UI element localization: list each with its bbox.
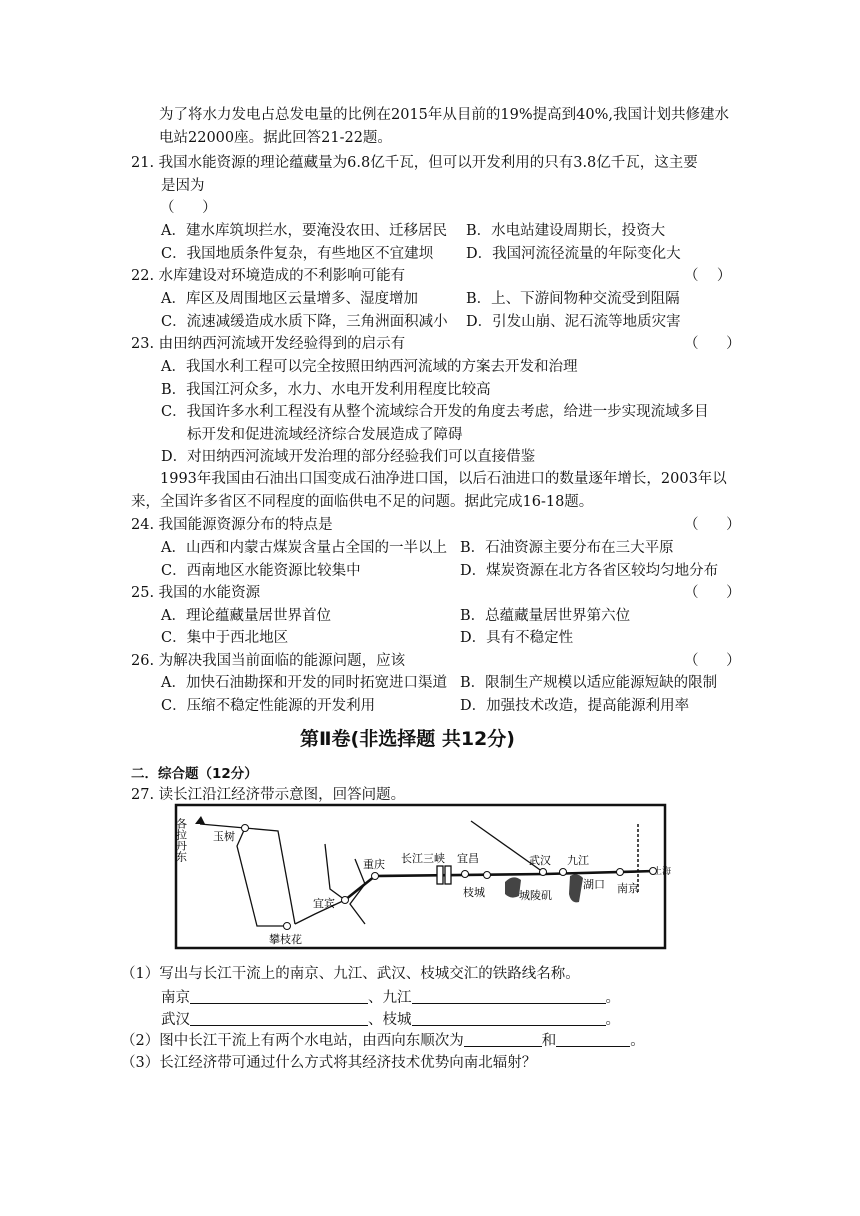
answer-blank-zhicheng[interactable]	[412, 1011, 606, 1026]
label-jiujiang: 、九江	[368, 990, 412, 1006]
map-label-gela: 各拉丹东	[174, 818, 188, 862]
map-label-chenglingji: 城陵矶	[519, 889, 552, 902]
label-zhicheng: 、枝城	[368, 1012, 412, 1028]
q26-stem: 26. 为解决我国当前面临的能源问题，应该	[131, 653, 406, 669]
q24-option-a: A．山西和内蒙古煤炭含量占全国的一半以上	[161, 540, 447, 556]
q23-option-b: B．我国江河众多，水力、水电开发利用程度比较高	[161, 382, 491, 398]
q26-option-b: B．限制生产规模以适应能源短缺的限制	[460, 675, 718, 691]
q22-option-c: C．流速减缓造成水质下降，三角洲面积减小	[161, 314, 448, 330]
answer-blank-station-1[interactable]	[464, 1032, 542, 1047]
q24-option-c: C．西南地区水能资源比较集中	[161, 563, 361, 579]
q24-option-d: D．煤炭资源在北方各省区较均匀地分布	[460, 563, 719, 579]
q21-stem-line1: 21. 我国水能资源的理论蕴藏量为6.8亿千瓦，但可以开发利用的只有3.8亿千瓦，这主要	[131, 155, 698, 171]
q25-option-b: B．总蕴藏量居世界第六位	[460, 608, 631, 624]
map-label-nanjing: 南京	[617, 882, 639, 895]
q21-option-d: D．我国河流径流量的年际变化大	[466, 246, 681, 262]
q23-option-a: A．我国水利工程可以完全按照田纳西河流域的方案去开发和治理	[161, 359, 578, 375]
q23-stem: 23. 由田纳西河流域开发经验得到的启示有	[131, 336, 406, 352]
q21-answer-bracket: （ ）	[160, 200, 217, 216]
q22-answer-bracket: （ ）	[684, 268, 732, 284]
intro-text-2: 1993年我国由石油出口国变成石油净进口国，以后石油进口的数量逐年增长，2003年以来，全国许多省区不同程度的面临供电不足的问题。据此完成16-18题。	[131, 471, 727, 510]
answer-blank-station-2[interactable]	[556, 1032, 630, 1047]
answer-blank-nanjing[interactable]	[190, 989, 368, 1004]
sub2-prefix: （2）图中长江干流上有两个水电站，由西向东顺次为	[121, 1033, 464, 1049]
q23-option-d: D．对田纳西河流域开发治理的部分经验我们可以直接借鉴	[161, 449, 536, 465]
q22-option-b: B．上、下游间物种交流受到阻隔	[466, 291, 680, 307]
yangtze-economic-belt-map	[174, 804, 672, 950]
intro-paragraph-2	[131, 468, 731, 514]
answer-blank-jiujiang[interactable]	[412, 989, 606, 1004]
q24-option-b: B．石油资源主要分布在三大平原	[460, 540, 674, 556]
period: 。	[605, 1012, 620, 1028]
map-label-sanxia: 长江三峡	[401, 852, 445, 865]
q27-sub1: （1）写出与长江干流上的南京、九江、武汉、枝城交汇的铁路线名称。	[121, 966, 580, 982]
q21-option-a: A．建水库筑坝拦水，要淹没农田、迁移居民	[161, 223, 447, 239]
intro-paragraph-1	[159, 104, 731, 150]
map-label-yichang: 宜昌	[457, 852, 479, 865]
q22-option-d: D．引发山崩、泥石流等地质灾害	[466, 314, 681, 330]
q24-stem: 24. 我国能源资源分布的特点是	[131, 517, 333, 533]
section2-heading: 二．综合题（12分）	[131, 766, 258, 782]
q25-option-d: D．具有不稳定性	[460, 630, 574, 646]
q23-option-c-line1: C．我国许多水利工程没有从整个流域综合开发的角度去考虑，给进一步实现流域多目	[161, 404, 709, 420]
label-nanjing: 南京	[161, 990, 190, 1006]
q24-answer-bracket: （ ）	[684, 517, 741, 533]
q21-stem-line2: 是因为	[161, 178, 205, 194]
map-label-yushu: 玉树	[213, 830, 235, 843]
q26-answer-bracket: （ ）	[684, 653, 741, 669]
map-label-shanghai: 上海	[653, 867, 672, 877]
q22-option-a: A．库区及周围地区云量增多、湿度增加	[161, 291, 418, 307]
q23-answer-bracket: （ ）	[684, 336, 741, 352]
label-wuhan: 武汉	[161, 1012, 190, 1028]
q26-option-d: D．加强技术改造，提高能源利用率	[460, 698, 690, 714]
sub2-and: 和	[541, 1033, 557, 1049]
q26-option-c: C．压缩不稳定性能源的开发利用	[161, 698, 376, 714]
map-label-panzhihua: 攀枝花	[269, 933, 302, 946]
period: 。	[605, 990, 620, 1006]
sub2-end: 。	[630, 1033, 645, 1049]
q27-sub2	[121, 1031, 645, 1051]
map-label-yibin: 宜宾	[313, 897, 335, 910]
q25-answer-bracket: （ ）	[684, 585, 741, 601]
q27-answer-line-2	[161, 1010, 620, 1030]
q21-option-c: C．我国地质条件复杂，有些地区不宜建坝	[161, 246, 434, 262]
map-label-wuhan: 武汉	[529, 854, 551, 867]
q23-option-c-line2: 标开发和促进流域经济综合发展造成了障碍	[187, 427, 463, 443]
q25-option-a: A．理论蕴藏量居世界首位	[161, 608, 331, 624]
q25-option-c: C．集中于西北地区	[161, 630, 289, 646]
q26-option-a: A．加快石油勘探和开发的同时拓宽进口渠道	[161, 675, 447, 691]
q27-stem: 27. 读长江沿江经济带示意图，回答问题。	[131, 787, 406, 803]
q25-stem: 25. 我国的水能资源	[131, 585, 261, 601]
intro-text-1: 为了将水力发电占总发电量的比例在2015年从目前的19%提高到40%,我国计划共修建水电站22000座。据此回答21-22题。	[159, 107, 729, 146]
map-label-zhicheng: 枝城	[463, 886, 485, 899]
map-label-hukou: 湖口	[583, 878, 605, 891]
q21-option-b: B．水电站建设周期长，投资大	[466, 223, 666, 239]
answer-blank-wuhan[interactable]	[190, 1011, 368, 1026]
map-label-chongqing: 重庆	[363, 858, 385, 871]
map-label-jiujiang: 九江	[567, 854, 589, 867]
q27-sub3: （3）长江经济带可通过什么方式将其经济技术优势向南北辐射？	[121, 1055, 537, 1071]
q27-answer-line-1	[161, 988, 620, 1008]
part2-title: 第Ⅱ卷(非选择题 共12分)	[300, 728, 515, 750]
q22-stem: 22. 水库建设对环境造成的不利影响可能有	[131, 268, 406, 284]
